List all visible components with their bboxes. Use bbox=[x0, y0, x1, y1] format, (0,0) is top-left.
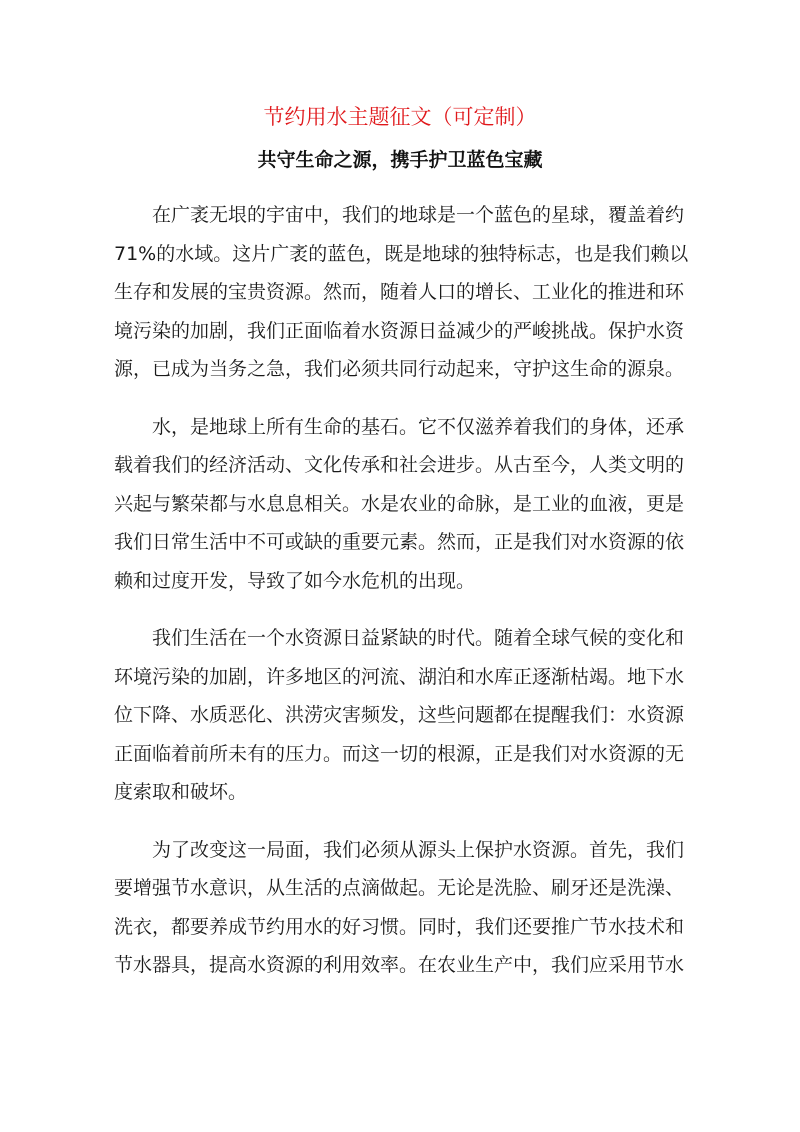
text-line: 要增强节水意识，从生活的点滴做起。无论是洗脸、刷牙还是洗澡、 bbox=[114, 877, 685, 899]
text-line: 我们生活在一个水资源日益紧缺的时代。随着全球气候的变化和 bbox=[152, 627, 685, 649]
text-line: 赖和过度开发，导致了如今水危机的出现。 bbox=[114, 569, 476, 592]
text-line: 兴起与繁荣都与水息息相关。水是农业的命脉，是工业的血液，更是 bbox=[114, 492, 685, 515]
paragraph-1 bbox=[114, 196, 688, 389]
text-line: 节水器具，提高水资源的利用效率。在农业生产中，我们应采用节水 bbox=[114, 954, 685, 976]
text-line: 洗衣，都要养成节约用水的好习惯。同时，我们还要推广节水技术和 bbox=[114, 915, 685, 938]
paragraph-3 bbox=[114, 619, 688, 812]
text-line: 度索取和破坏。 bbox=[114, 781, 248, 803]
text-line: 水，是地球上所有生命的基石。它不仅滋养着我们的身体，还承 bbox=[152, 415, 685, 438]
text-line: 为了改变这一局面，我们必须从源头上保护水资源。首先，我们 bbox=[152, 838, 685, 861]
text-line: 位下降、水质恶化、洪涝灾害频发，这些问题都在提醒我们：水资源 bbox=[114, 704, 685, 726]
text-line: 载着我们的经济活动、文化传承和社会进步。从古至今，人类文明的 bbox=[114, 454, 685, 476]
text-line: 源，已成为当务之急，我们必须共同行动起来，守护这生命的源泉。 bbox=[114, 358, 685, 380]
document-title: 节约用水主题征文（可定制） bbox=[263, 105, 537, 129]
document-subtitle: 共守生命之源，携手护卫蓝色宝藏 bbox=[257, 149, 543, 171]
text-line: 我们日常生活中不可或缺的重要元素。然而，正是我们对水资源的依 bbox=[114, 531, 685, 553]
paragraph-4 bbox=[114, 831, 688, 985]
text-line: 71%的水域。这片广袤的蓝色，既是地球的独特标志，也是我们赖以 bbox=[114, 242, 688, 265]
paragraph-2 bbox=[114, 408, 688, 601]
text-line: 环境污染的加剧，许多地区的河流、湖泊和水库正逐渐枯竭。地下水 bbox=[114, 665, 685, 688]
text-line: 在广袤无垠的宇宙中，我们的地球是一个蓝色的星球，覆盖着约 bbox=[152, 204, 685, 226]
document-body bbox=[114, 196, 688, 1004]
text-line: 境污染的加剧，我们正面临着水资源日益减少的严峻挑战。保护水资 bbox=[114, 319, 685, 342]
text-line: 正面临着前所未有的压力。而这一切的根源，正是我们对水资源的无 bbox=[114, 742, 685, 765]
text-line: 生存和发展的宝贵资源。然而，随着人口的增长、工业化的推进和环 bbox=[114, 281, 685, 303]
